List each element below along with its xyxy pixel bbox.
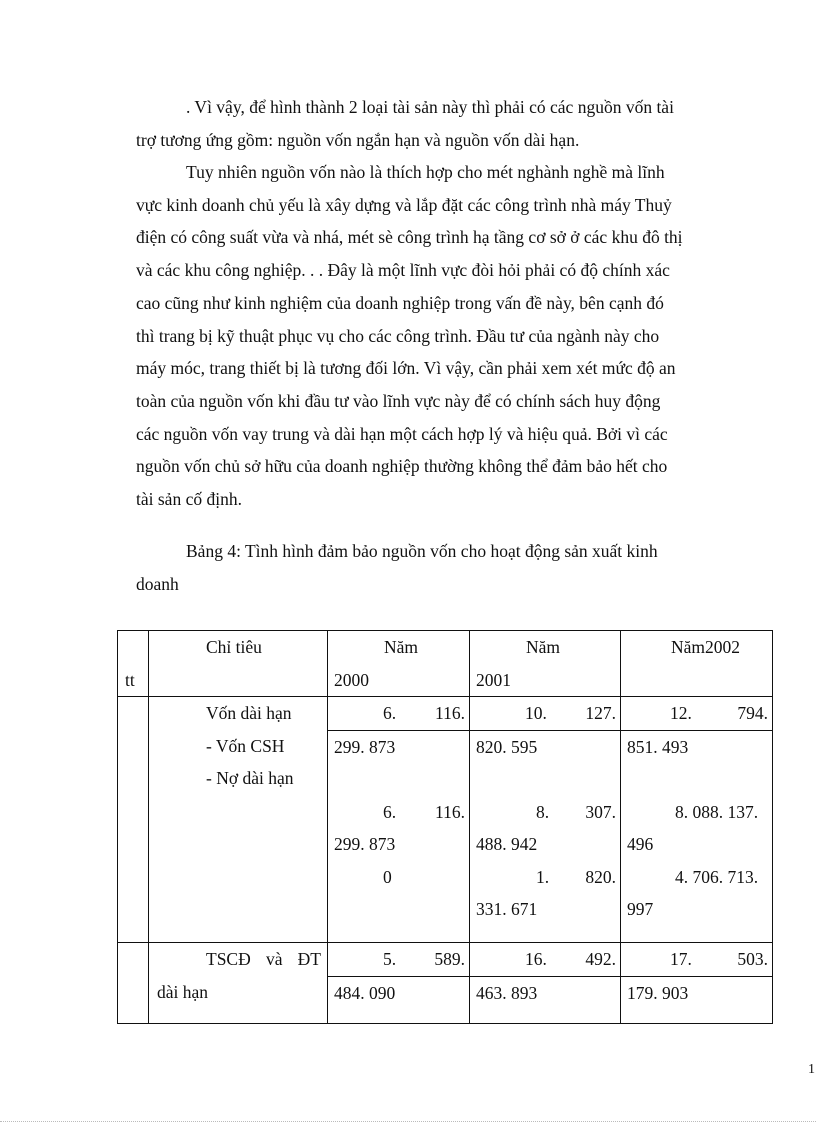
text-line: trợ tương ứng gồm: nguồn vốn ngắn hạn và nguồn vốn dài hạn. [136, 129, 580, 150]
value-part: 589. [434, 949, 465, 969]
value-line [328, 697, 469, 730]
value-part: 6. [383, 801, 397, 822]
value-part: 10. [525, 703, 547, 723]
value-part: 12. [670, 703, 692, 723]
header-2000-cell [328, 631, 470, 697]
row-label-von-dai-han: Vốn dài hạn [206, 703, 292, 723]
value-line: 463. 893 [476, 982, 538, 1003]
value-line: 997 [627, 899, 654, 919]
capital-table [117, 630, 773, 1024]
text-line: Tuy nhiên nguồn vốn nào là thích hợp cho mét nghành nghề mà lĩnh [186, 162, 665, 182]
label-part: và [265, 949, 283, 969]
value-part: 1. [536, 866, 550, 887]
row-label-tscd [149, 943, 327, 976]
value-line: 179. 903 [627, 982, 689, 1003]
value-line [470, 697, 620, 730]
text-line: doanh [136, 573, 179, 594]
header-2000-year: 2000 [334, 669, 369, 690]
value-line [470, 943, 620, 976]
page-bottom-divider [0, 1121, 816, 1122]
header-2001-year-label: Năm [526, 637, 561, 657]
text-line: cao cũng như kinh nghiệm của doanh nghiệp trong vấn đề này, bên cạnh đó [136, 292, 664, 313]
paragraph-2 [136, 156, 740, 516]
row2-2002-cell [621, 943, 773, 1024]
label-part: ĐT [297, 949, 321, 969]
table-row [118, 697, 773, 943]
value-line [328, 943, 469, 976]
row2-2001-cell [470, 943, 621, 1024]
row2-2000-cell [328, 943, 470, 1024]
value-part: 503. [737, 949, 768, 969]
header-chitieu-cell [149, 631, 328, 697]
header-2002: Năm2002 [671, 637, 741, 657]
value-part: 5. [383, 949, 397, 969]
header-tt: tt [125, 669, 135, 690]
value-part: 116. [435, 703, 465, 723]
value-line [621, 943, 772, 976]
text-line: điện có công suất vừa và nhá, mét sè công trình hạ tầng cơ sở ở các khu đô thị [136, 227, 683, 248]
table-header-row [118, 631, 773, 697]
text-line: và các khu công nghiệp. . . Đây là một lĩnh vực đòi hỏi phải có độ chính xác [136, 260, 670, 281]
value-line: 484. 090 [334, 982, 396, 1003]
value-part: 492. [585, 949, 616, 969]
value-line: 4. 706. 713. [675, 866, 759, 887]
value-line: 8. 088. 137. [675, 801, 759, 822]
row-label-no-dai-han: - Nợ dài hạn [206, 768, 294, 788]
label-part: TSCĐ [206, 949, 251, 969]
value-line: 299. 873 [334, 834, 396, 854]
value-line [470, 861, 620, 894]
text-line: các nguồn vốn vay trung và dài hạn một cách hợp lý và hiệu quả. Bởi vì các [136, 423, 668, 444]
row-label-dai-han: dài hạn [157, 981, 209, 1002]
text-line: . Vì vậy, để hình thành 2 loại tài sản này thì phải có các nguồn vốn tài [186, 97, 674, 117]
row-label-von-csh: - Vốn CSH [206, 735, 285, 756]
value-line: 820. 595 [476, 736, 538, 757]
value-part: 17. [670, 949, 692, 969]
text-line: thì trang bị kỹ thuật phục vụ cho các công trình. Đầu tư của ngành này cho [136, 325, 660, 346]
header-2001-year: 2001 [476, 669, 511, 690]
table-row [118, 943, 773, 1024]
text-line: vực kinh doanh chủ yếu là xây dựng và lắp đặt các công trình nhà máy Thuỷ [136, 194, 672, 215]
value-part: 16. [525, 949, 547, 969]
value-line [470, 796, 620, 829]
text-line: nguồn vốn chủ sở hữu của doanh nghiệp thường không thể đảm bảo hết cho [136, 456, 668, 477]
value-part: 820. [585, 866, 616, 887]
value-line: 331. 671 [476, 899, 538, 919]
value-line: 299. 873 [334, 736, 396, 757]
value-line: 0 [383, 866, 392, 887]
row1-tt-cell [118, 697, 149, 943]
value-part: 127. [585, 703, 616, 723]
value-line: 851. 493 [627, 736, 689, 757]
text-line: Bảng 4: Tình hình đảm bảo nguồn vốn cho hoạt động sản xuất kinh [186, 541, 658, 561]
header-2001-cell [470, 631, 621, 697]
header-2002-cell [621, 631, 773, 697]
paragraph-1 [136, 91, 740, 156]
value-part: 116. [435, 801, 465, 822]
page-number: 1 [808, 1062, 815, 1077]
row2-tt-cell [118, 943, 149, 1024]
value-line: 488. 942 [476, 834, 538, 854]
header-tt-cell [118, 631, 149, 697]
value-line [328, 796, 469, 829]
value-part: 307. [585, 801, 616, 822]
text-line: máy móc, trang thiết bị là tương đối lớn. Vì vậy, cần phải xem xét mức độ an [136, 358, 676, 379]
text-line: tài sản cố định. [136, 489, 242, 510]
header-2000-year-label: Năm [384, 637, 419, 657]
value-part: 6. [383, 703, 397, 723]
header-chitieu: Chỉ tiêu [206, 637, 262, 657]
row1-2000-cell [328, 697, 470, 943]
value-line: 496 [627, 834, 654, 854]
value-part: 8. [536, 801, 550, 822]
row1-2002-cell [621, 697, 773, 943]
row1-label-cell [149, 697, 328, 943]
value-part: 794. [737, 703, 768, 723]
value-line [621, 697, 772, 730]
text-line: toàn của nguồn vốn khi đầu tư vào lĩnh vực này để có chính sách huy động [136, 390, 661, 411]
row2-label-cell [149, 943, 328, 1024]
table-caption [136, 535, 740, 600]
row1-2001-cell [470, 697, 621, 943]
